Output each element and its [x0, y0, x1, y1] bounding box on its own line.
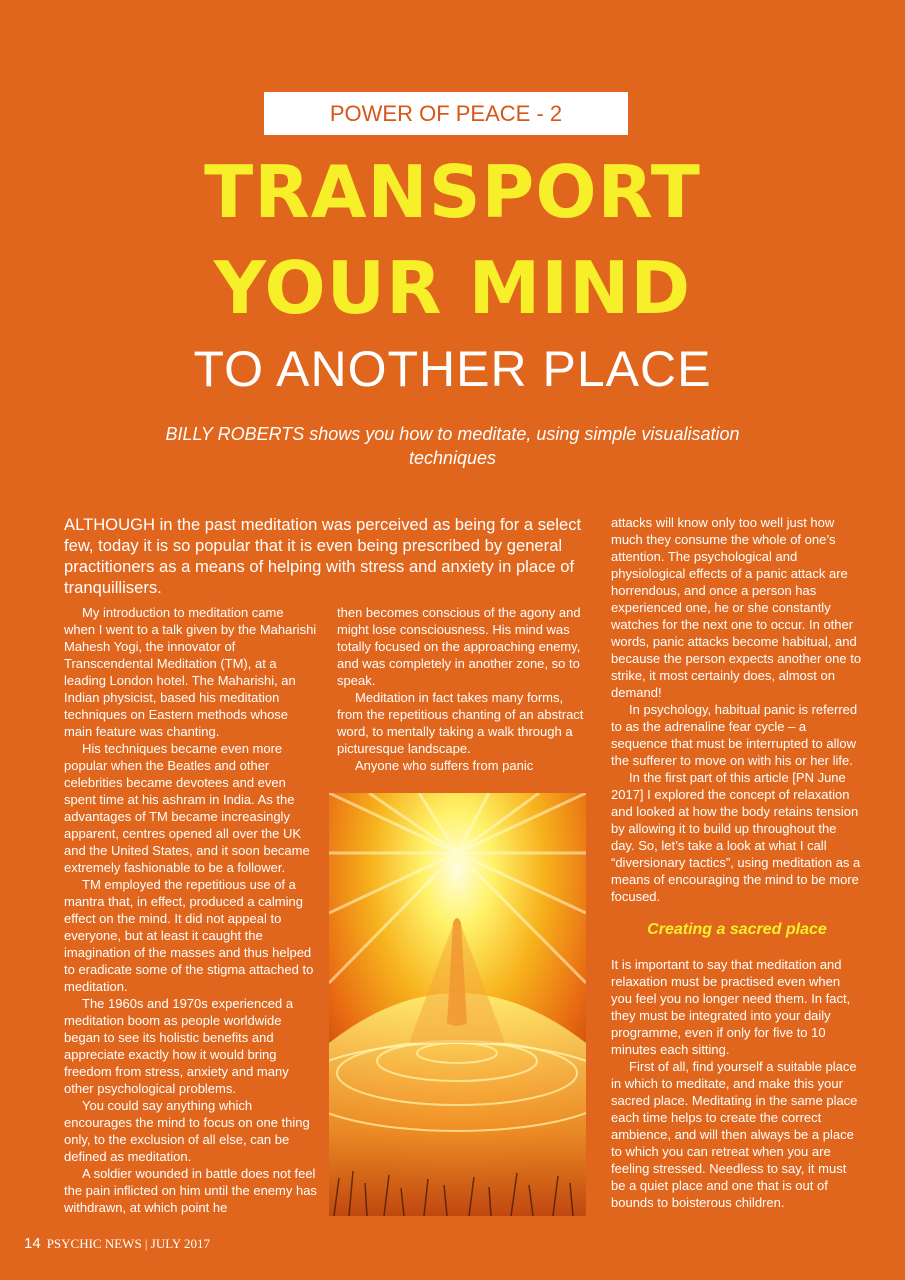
column-3	[611, 514, 863, 1211]
paragraph: In psychology, habitual panic is referred to as the adrenaline fear cycle – a sequence that must be interrupted to allow the sufferer to move on with his or her life.	[611, 702, 858, 768]
author-name: BILLY ROBERTS	[165, 424, 305, 444]
standfirst-text: shows you how to meditate, using simple visualisation techniques	[304, 424, 740, 468]
page-number: 14	[24, 1235, 41, 1252]
intro-paragraph: ALTHOUGH in the past meditation was perceived as being for a select few, today it is so popular that it is even being prescribed by general practitioners as a means of helping with stress and anxiety in place of tranquillisers.	[64, 515, 582, 597]
footer-publication: PSYCHIC NEWS | JULY 2017	[46, 1236, 211, 1251]
paragraph: then becomes conscious of the agony and might lose consciousness. His mind was totally focused on the approaching enemy, and was completely in another zone, so to speak.	[337, 605, 581, 688]
paragraph: It is important to say that meditation and relaxation must be practised even when you feel you no longer need them. In fact, they must be integrated into your daily programme, even if only for five to 10 minutes each sitting.	[611, 957, 851, 1057]
column-1	[64, 604, 318, 1216]
meditation-artwork-svg	[329, 793, 586, 1216]
standfirst	[150, 422, 755, 470]
paragraph: First of all, find yourself a suitable place in which to meditate, and make this your sacred place. Meditating in the same place each time helps to create the correct ambience, and will then always be a place to which you can retreat when you are feeling stressed. Needless to say, it must be a quiet place and one that is out of bounds to boisterous children.	[611, 1059, 858, 1210]
headline-line-3: TO ANOTHER PLACE	[193, 341, 712, 397]
column-2	[337, 604, 587, 774]
section-kicker: POWER OF PEACE - 2	[264, 92, 628, 135]
paragraph: His techniques became even more popular when the Beatles and other celebrities became devotees and even spent time at his ashram in India. As the advantages of TM became increasingly apparent, centres opened all over the UK and the United States, and it soon became extremely fashionable to be a follower.	[64, 741, 310, 875]
paragraph: The 1960s and 1970s experienced a meditation boom as people worldwide began to see its holistic benefits and appreciate exactly how it would bring freedom from stress, anxiety and many other psychological problems.	[64, 996, 294, 1096]
paragraph: You could say anything which encourages the mind to focus on one thing only, to the exclusion of all else, can be defined as meditation.	[64, 1098, 310, 1164]
headline-line-2: YOUR MIND	[213, 246, 692, 330]
page-footer	[24, 1235, 210, 1252]
paragraph: In the first part of this article [PN June 2017] I explored the concept of relaxation and looked at how the body retains tension by allowing it to build up throughout the day. So, let’s take a look at what I call “diversionary tactics”, using meditation as a means of encouraging the mind to be more focused.	[611, 770, 861, 904]
paragraph: TM employed the repetitious use of a mantra that, in effect, produced a calming effect on the mind. It did not appeal to everyone, but at least it caught the imagination of the masses and thus helped to eradicate some of the stigma attached to meditation.	[64, 877, 314, 994]
paragraph: Anyone who suffers from panic	[355, 758, 534, 773]
paragraph: A soldier wounded in battle does not feel the pain inflicted on him until the enemy has withdrawn, at which point he	[64, 1166, 317, 1215]
paragraph: attacks will know only too well just how much they consume the whole of one’s attention. The psychological and physiological effects of a panic attack are horrendous, and once a person has experienced one, he or she constantly watches for the next one to occur. In other words, panic attacks become habitual, and because the person expects another one to strike, it most certainly does, almost on demand!	[611, 515, 862, 700]
meditation-artwork-image	[329, 793, 586, 1216]
paragraph: My introduction to meditation came when I went to a talk given by the Maharishi Mahesh Yogi, the innovator of Transcendental Meditation (TM), at a leading London hotel. The Maharishi, an Indian physicist, based his meditation techniques on Eastern methods whose main feature was chanting.	[64, 605, 317, 739]
paragraph: Meditation in fact takes many forms, from the repetitious chanting of an abstract word, to mentally taking a walk through a picturesque landscape.	[337, 690, 584, 756]
subheading: Creating a sacred place	[647, 921, 827, 938]
headline-line-1: TRANSPORT	[204, 150, 701, 234]
